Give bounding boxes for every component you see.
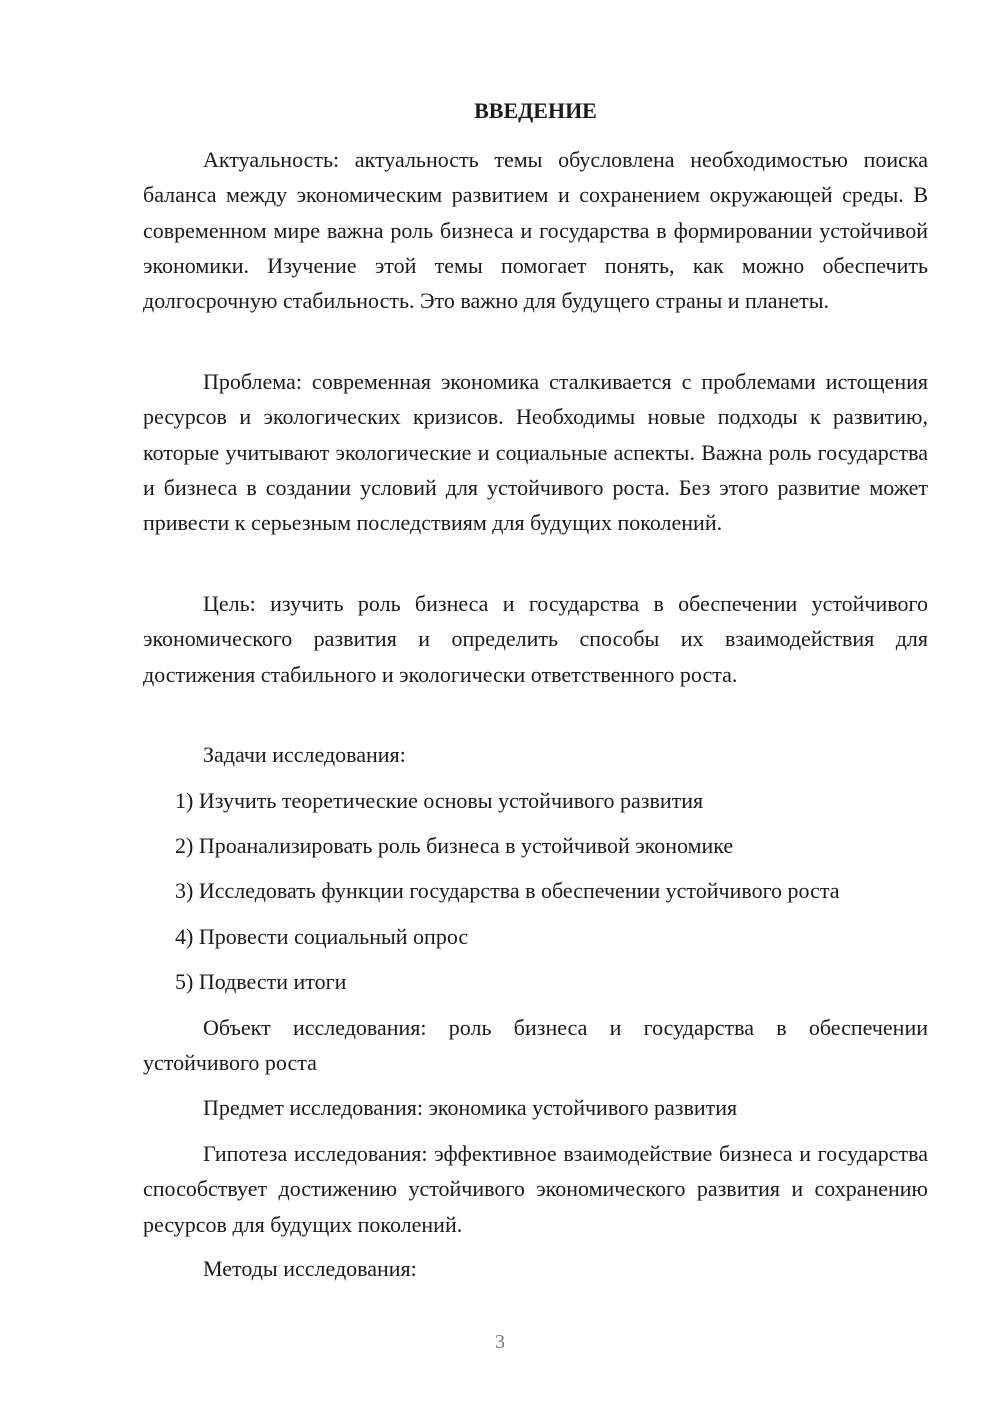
problem-paragraph: Проблема: современная экономика сталкивается с проблемами истощения ресурсов и экологических кризисов. Необходимы новые подходы к развитию, которые учитывают экологические и социальные аспекты. Важна роль государства и бизнеса в создании условий для устойчивого роста. Без этого развитие может привести к серьезным последствиям для будущих поколений. — [143, 369, 928, 536]
hypothesis-paragraph: Гипотеза исследования: эффективное взаимодействие бизнеса и государства способствует достижению устойчивого экономического развития и сохранению ресурсов для будущих поколений. — [143, 1141, 928, 1237]
relevance-paragraph: Актуальность: актуальность темы обусловлена необходимостью поиска баланса между экономическим развитием и сохранением окружающей среды. В современном мире важна роль бизнеса и государства в формировании устойчивой экономики. Изучение этой темы помогает понять, как можно обеспечить долгосрочную стабильность. Это важно для будущего страны и планеты. — [143, 147, 928, 314]
goal-paragraph: Цель: изучить роль бизнеса и государства в обеспечении устойчивого экономического развития и определить способы их взаимодействия для достижения стабильного и экологически ответственного роста. — [143, 591, 928, 687]
task-item: 2) Проанализировать роль бизнеса в устойчивой экономике — [175, 833, 734, 858]
task-item: 4) Провести социальный опрос — [175, 924, 469, 949]
section-heading: ВВЕДЕНИЕ — [474, 98, 597, 123]
page-number: 3 — [495, 1331, 505, 1353]
methods-paragraph: Методы исследования: — [203, 1256, 417, 1281]
task-item: 3) Исследовать функции государства в обеспечении устойчивого роста — [175, 878, 840, 903]
object-paragraph: Объект исследования: роль бизнеса и государства в обеспечении устойчивого роста — [143, 1015, 928, 1076]
task-item: 5) Подвести итоги — [175, 969, 347, 994]
tasks-intro: Задачи исследования: — [203, 742, 406, 767]
task-item: 1) Изучить теоретические основы устойчивого развития — [175, 788, 704, 813]
subject-paragraph: Предмет исследования: экономика устойчивого развития — [203, 1095, 738, 1120]
